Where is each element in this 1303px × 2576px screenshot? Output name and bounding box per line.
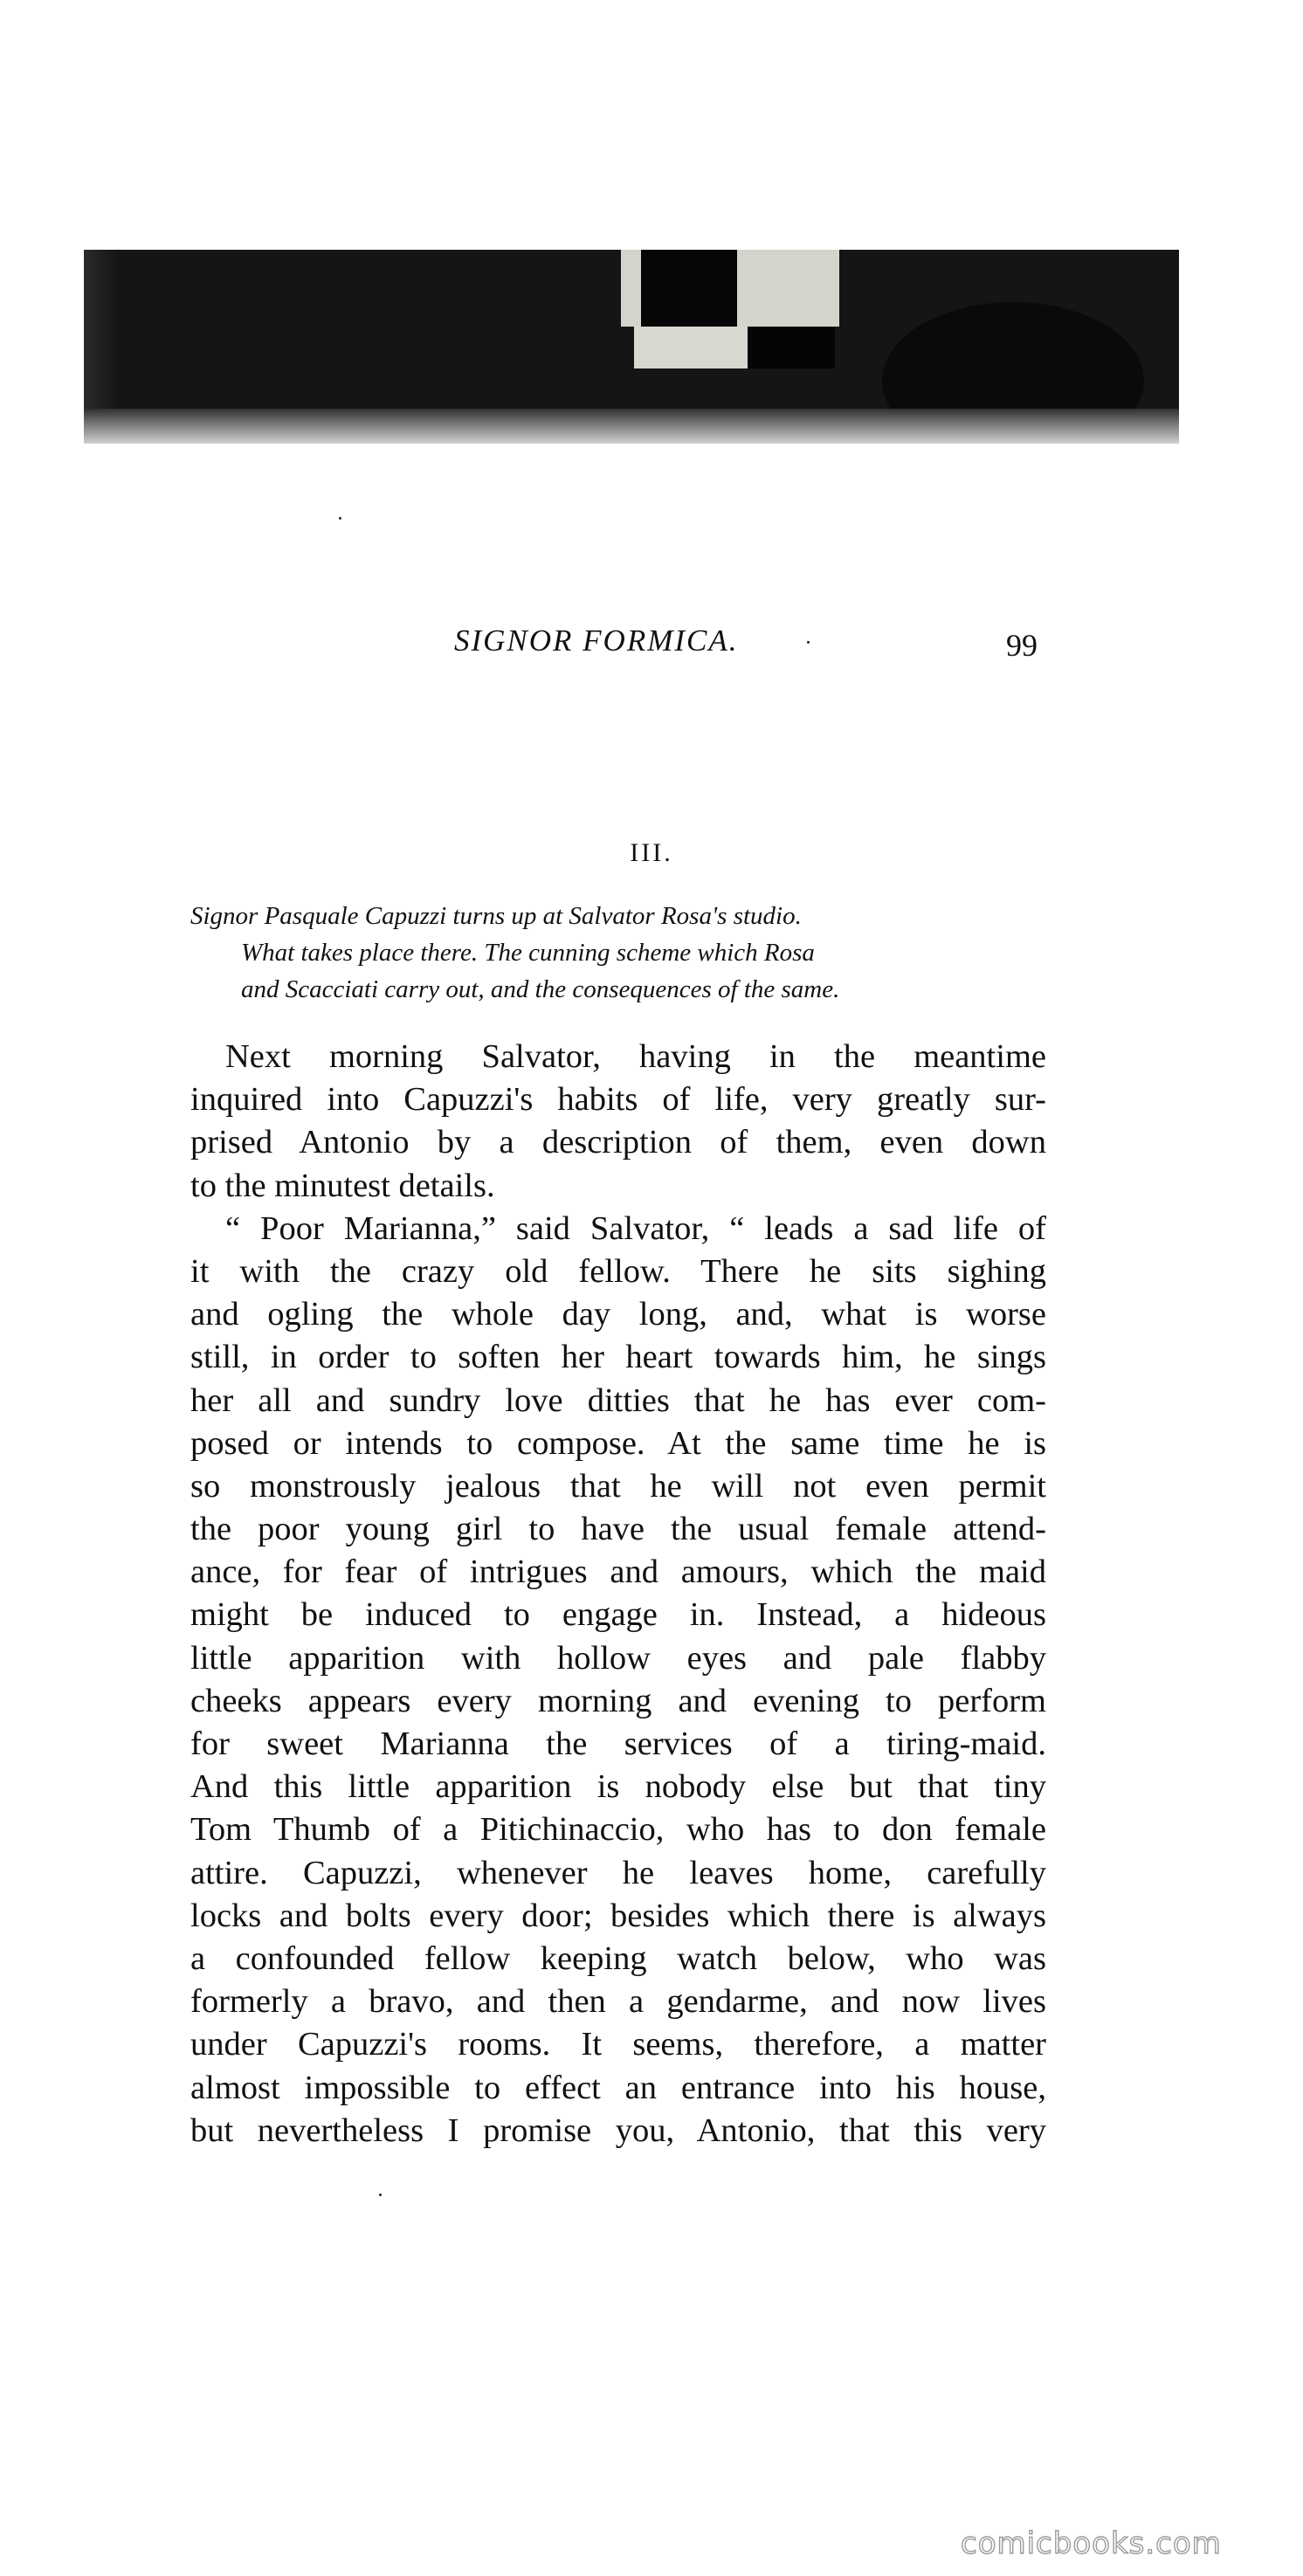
body-line: formerly a bravo, and then a gendarme, and now lives <box>190 1983 1046 2021</box>
body-line: And this little apparition is nobody else but that tiny <box>190 1768 1046 1806</box>
body-line: posed or intends to compose. At the same time he is <box>190 1424 1046 1462</box>
scan-light-block-lower <box>634 327 748 368</box>
body-line: and ogling the whole day long, and, what is worse <box>190 1296 1046 1333</box>
chapter-synopsis <box>190 898 1046 1008</box>
body-line: locks and bolts every door; besides which there is always <box>190 1897 1046 1934</box>
running-title: SIGNOR FORMICA. <box>454 623 739 658</box>
body-line: the poor young girl to have the usual female attend- <box>190 1511 1046 1548</box>
body-line: might be induced to engage in. Instead, a hideous <box>190 1596 1046 1634</box>
body-line: inquired into Capuzzi's habits of life, very greatly sur- <box>190 1081 1046 1119</box>
body-line: attire. Capuzzi, whenever he leaves home, carefully <box>190 1854 1046 1891</box>
scan-speck <box>339 517 341 520</box>
scan-dark-block <box>641 250 737 327</box>
body-line: Tom Thumb of a Pitichinaccio, who has to don female <box>190 1811 1046 1849</box>
running-head <box>0 623 1303 667</box>
body-line: to the minutest details. <box>190 1167 495 1204</box>
body-line: for sweet Marianna the services of a tiring-maid. <box>190 1725 1046 1762</box>
body-line: almost impossible to effect an entrance into his house, <box>190 2069 1046 2106</box>
synopsis-line: Signor Pasquale Capuzzi turns up at Salvator Rosa's studio. <box>190 902 802 930</box>
body-text <box>190 1036 1046 2152</box>
body-line: a confounded fellow keeping watch below, who was <box>190 1939 1046 1977</box>
body-line: “ Poor Marianna,” said Salvator, “ leads a sad life of <box>225 1209 1046 1247</box>
scan-speck <box>379 2194 382 2196</box>
body-line: cheeks appears every morning and evening to perform <box>190 1682 1046 1719</box>
body-line: her all and sundry love ditties that he has ever com- <box>190 1381 1046 1419</box>
body-line: but nevertheless I promise you, Antonio, that this very <box>190 2111 1046 2149</box>
scan-bottom-band <box>84 409 1179 444</box>
synopsis-line: What takes place there. The cunning scheme which Rosa <box>241 939 815 967</box>
body-line: ance, for fear of intrigues and amours, which the maid <box>190 1553 1046 1591</box>
chapter-number: III. <box>630 838 673 867</box>
page-number: 99 <box>1006 628 1038 663</box>
watermark: comicbooks.com <box>961 2526 1222 2561</box>
body-line: prised Antonio by a description of them, even down <box>190 1124 1046 1161</box>
body-line: so monstrously jealous that he will not even permit <box>190 1467 1046 1505</box>
body-line: still, in order to soften her heart towards him, he sings <box>190 1339 1046 1376</box>
synopsis-line: and Scacciati carry out, and the consequences of the same. <box>241 975 840 1003</box>
body-line: little apparition with hollow eyes and pale flabby <box>190 1639 1046 1677</box>
body-line: it with the crazy old fellow. There he sits sighing <box>190 1252 1046 1290</box>
body-line: Next morning Salvator, having in the meantime <box>225 1038 1046 1075</box>
body-line: under Capuzzi's rooms. It seems, therefore, a matter <box>190 2026 1046 2063</box>
top-scan-image <box>84 250 1179 444</box>
scan-dark-block-lower <box>748 327 835 368</box>
